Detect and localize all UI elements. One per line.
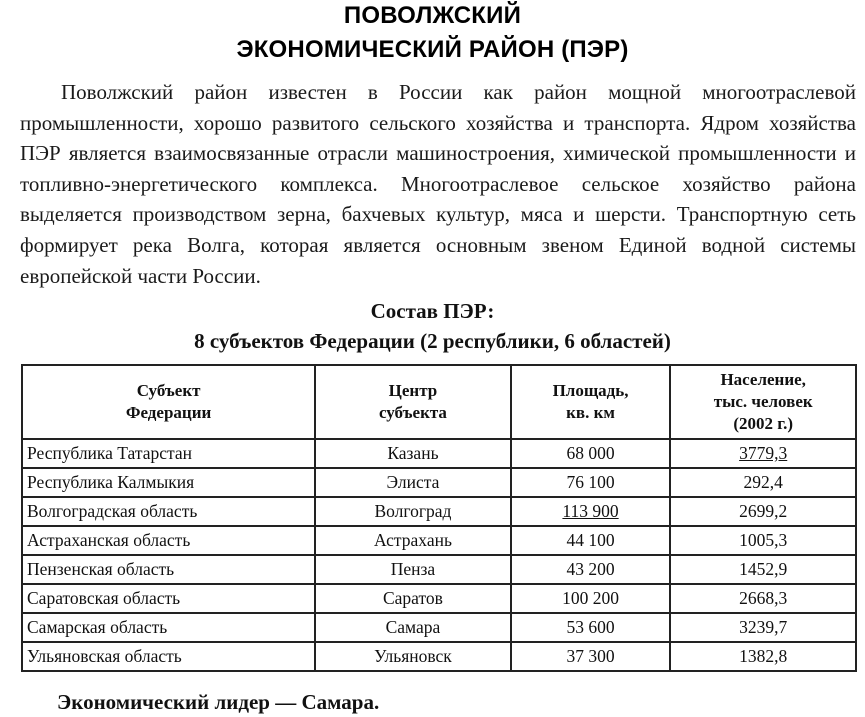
cell-population: 1005,3: [670, 526, 856, 555]
cell-population: 2668,3: [670, 584, 856, 613]
intro-paragraph: Поволжский район известен в России как район мощной многоотраслевой промышленности, хорошо развитого сельского хозяйства и транспорта. Ядром хозяйства ПЭР является взаимосвязанные отрасли машиностроения, химической промышленности и топливно-энергетического комплекса. Многоотраслевое сельское хозяйство района выделяется производством зерна, бахчевых культур, мяса и шерсти. Транспортную сеть формирует река Волга, которая является основным звеном Единой водной системы европейской части России.: [20, 80, 856, 288]
cell-subject: Ульяновская область: [22, 642, 315, 671]
cell-subject: Республика Калмыкия: [22, 468, 315, 497]
cell-subject: Астраханская область: [22, 526, 315, 555]
table-row: [22, 613, 856, 642]
table-header-row: [22, 365, 856, 439]
cell-population: 3239,7: [670, 613, 856, 642]
table-row: [22, 497, 856, 526]
table-row: [22, 584, 856, 613]
table-row: [22, 555, 856, 584]
header-center: Центр субъекта: [315, 365, 511, 439]
header-population: Население, тыс. человек (2002 г.): [670, 365, 856, 439]
cell-subject: Саратовская область: [22, 584, 315, 613]
cell-population: 2699,2: [670, 497, 856, 526]
cell-population: 292,4: [670, 468, 856, 497]
table-row: [22, 642, 856, 671]
table-row: [22, 526, 856, 555]
cell-center: Астрахань: [315, 526, 511, 555]
cell-area: 53 600: [511, 613, 671, 642]
header-area: Площадь, кв. км: [511, 365, 671, 439]
cell-center: Волгоград: [315, 497, 511, 526]
cell-population: 1452,9: [670, 555, 856, 584]
cell-subject: Самарская область: [22, 613, 315, 642]
page-title-line-1: ПОВОЛЖСКИЙ: [343, 2, 522, 29]
economic-leader-note: Экономический лидер — Самара.: [57, 690, 380, 714]
cell-area: [511, 497, 671, 526]
table-row: [22, 468, 856, 497]
cell-subject: Волгоградская область: [22, 497, 315, 526]
cell-area: 37 300: [511, 642, 671, 671]
cell-area: 68 000: [511, 439, 671, 468]
cell-center: Самара: [315, 613, 511, 642]
cell-subject: Республика Татарстан: [22, 439, 315, 468]
cell-subject: Пензенская область: [22, 555, 315, 584]
table-caption-title: Состав ПЭР:: [370, 299, 495, 323]
cell-population: [670, 439, 856, 468]
cell-center: Ульяновск: [315, 642, 511, 671]
region-composition-table: [21, 364, 857, 672]
table-row: [22, 439, 856, 468]
cell-center: Пенза: [315, 555, 511, 584]
cell-area: 76 100: [511, 468, 671, 497]
page-title-line-2: ЭКОНОМИЧЕСКИЙ РАЙОН (ПЭР): [236, 36, 629, 63]
cell-area: 44 100: [511, 526, 671, 555]
table-caption-subtitle: 8 субъектов Федерации (2 республики, 6 областей): [194, 329, 671, 353]
cell-area: 100 200: [511, 584, 671, 613]
header-subject: Субъект Федерации: [22, 365, 315, 439]
cell-area: 43 200: [511, 555, 671, 584]
cell-population: 1382,8: [670, 642, 856, 671]
cell-center: Элиста: [315, 468, 511, 497]
max-area-value: 113 900: [562, 501, 619, 521]
cell-center: Саратов: [315, 584, 511, 613]
max-population-value: 3779,3: [739, 443, 788, 463]
cell-center: Казань: [315, 439, 511, 468]
